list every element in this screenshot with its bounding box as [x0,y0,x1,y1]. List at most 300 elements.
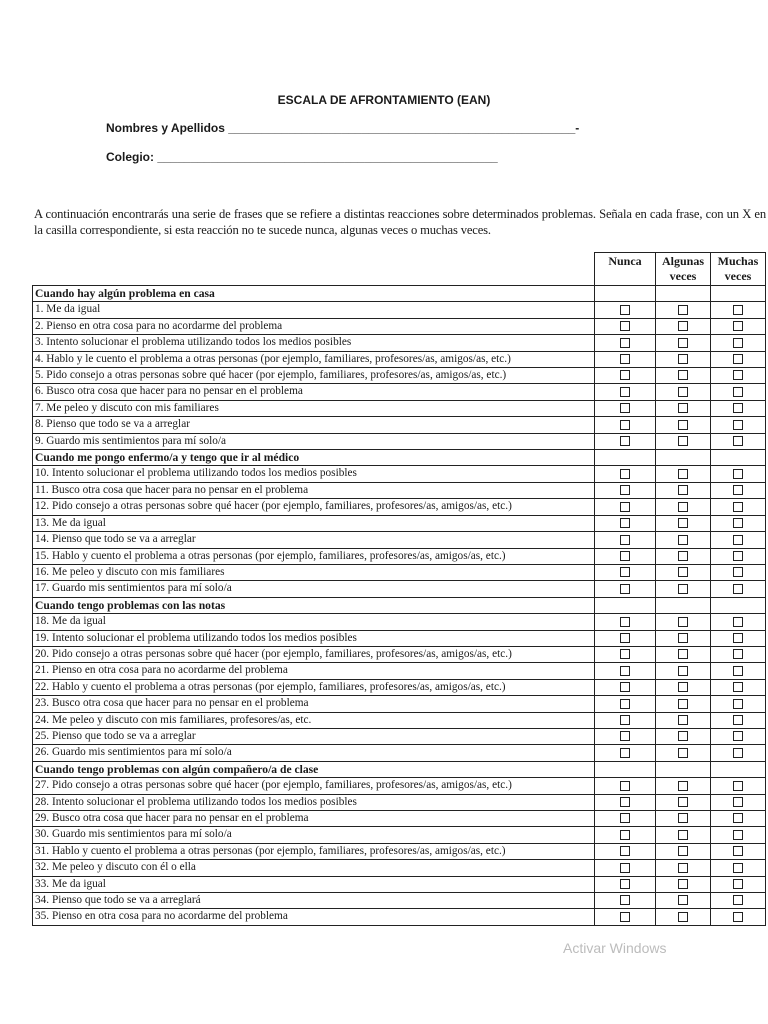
answer-cell-nunca[interactable] [595,417,656,433]
checkbox-icon[interactable] [620,895,630,905]
checkbox-icon[interactable] [678,813,688,823]
question-row [33,778,766,794]
question-text: 3. Intento solucionar el problema utilizando todos los medios posibles [33,335,595,351]
answer-cell-muchas-veces[interactable] [711,482,766,498]
checkbox-icon[interactable] [678,748,688,758]
checkbox-icon[interactable] [733,748,743,758]
question-row [33,679,766,695]
checkbox-icon[interactable] [733,617,743,627]
answer-cell-algunas-veces[interactable] [656,827,711,843]
question-row [33,728,766,744]
checkbox-icon[interactable] [733,502,743,512]
question-row [33,696,766,712]
checkbox-icon[interactable] [678,436,688,446]
question-row [33,876,766,892]
question-row [33,630,766,646]
section-title: Cuando tengo problemas con las notas [33,597,595,613]
checkbox-icon[interactable] [620,699,630,709]
checkbox-icon[interactable] [678,551,688,561]
checkbox-icon[interactable] [733,912,743,922]
checkbox-icon[interactable] [620,387,630,397]
answer-cell-algunas-veces[interactable] [656,745,711,761]
answer-cell-nunca[interactable] [595,302,656,318]
checkbox-icon[interactable] [620,748,630,758]
checkbox-icon[interactable] [620,813,630,823]
answer-cell-algunas-veces [656,450,711,466]
answer-cell-muchas-veces[interactable] [711,909,766,925]
answer-cell-muchas-veces[interactable] [711,794,766,810]
question-text: 22. Hablo y cuento el problema a otras personas (por ejemplo, familiares, profesores/as, amigos/as, etc.) [33,679,595,695]
checkbox-icon[interactable] [620,879,630,889]
question-row [33,564,766,580]
checkbox-icon[interactable] [678,846,688,856]
answer-cell-muchas-veces[interactable] [711,679,766,695]
answer-cell-algunas-veces[interactable] [656,400,711,416]
question-text: 14. Pienso que todo se va a arreglar [33,532,595,548]
answer-cell-muchas-veces[interactable] [711,811,766,827]
answer-cell-nunca [595,450,656,466]
checkbox-icon[interactable] [620,338,630,348]
answer-cell-nunca[interactable] [595,745,656,761]
checkbox-icon[interactable] [678,666,688,676]
answer-cell-nunca[interactable] [595,548,656,564]
checkbox-icon[interactable] [733,731,743,741]
answer-cell-nunca[interactable] [595,696,656,712]
checkbox-icon[interactable] [678,584,688,594]
section-title: Cuando hay algún problema en casa [33,286,595,302]
answer-cell-algunas-veces[interactable] [656,712,711,728]
question-row [33,368,766,384]
section-header-row [33,597,766,613]
checkbox-icon[interactable] [620,321,630,331]
checkbox-icon[interactable] [733,535,743,545]
answer-cell-algunas-veces[interactable] [656,466,711,482]
answer-cell-algunas-veces[interactable] [656,811,711,827]
section-header-row [33,286,766,302]
answer-cell-muchas-veces[interactable] [711,663,766,679]
checkbox-icon[interactable] [733,895,743,905]
checkbox-icon[interactable] [733,649,743,659]
checkbox-icon[interactable] [678,305,688,315]
answer-cell-algunas-veces[interactable] [656,893,711,909]
answer-cell-nunca[interactable] [595,384,656,400]
question-text: 6. Busco otra cosa que hacer para no pensar en el problema [33,384,595,400]
question-row [33,532,766,548]
checkbox-icon[interactable] [733,567,743,577]
answer-cell-algunas-veces[interactable] [656,548,711,564]
answer-cell-algunas-veces[interactable] [656,351,711,367]
question-text: 21. Pienso en otra cosa para no acordarme del problema [33,663,595,679]
answer-cell-algunas-veces[interactable] [656,794,711,810]
answer-cell-nunca[interactable] [595,663,656,679]
answer-cell-algunas-veces[interactable] [656,499,711,515]
checkbox-icon[interactable] [620,731,630,741]
checkbox-icon[interactable] [620,781,630,791]
answer-cell-muchas-veces[interactable] [711,630,766,646]
answer-cell-muchas-veces[interactable] [711,417,766,433]
question-row [33,843,766,859]
answer-cell-algunas-veces [656,597,711,613]
answer-cell-nunca[interactable] [595,433,656,449]
checkbox-icon[interactable] [620,403,630,413]
answer-cell-nunca[interactable] [595,351,656,367]
answer-cell-algunas-veces[interactable] [656,302,711,318]
question-row [33,482,766,498]
answer-cell-nunca[interactable] [595,909,656,925]
answer-cell-muchas-veces[interactable] [711,646,766,662]
checkbox-icon[interactable] [620,420,630,430]
answer-cell-nunca[interactable] [595,581,656,597]
answer-cell-algunas-veces[interactable] [656,679,711,695]
checkbox-icon[interactable] [620,535,630,545]
checkbox-icon[interactable] [620,863,630,873]
column-header-muchas-veces: Muchas veces [711,253,766,286]
question-row [33,581,766,597]
question-row [33,663,766,679]
checkbox-icon[interactable] [733,682,743,692]
answer-cell-muchas-veces[interactable] [711,876,766,892]
question-text: 30. Guardo mis sentimientos para mí solo/a [33,827,595,843]
answer-cell-muchas-veces[interactable] [711,843,766,859]
answer-cell-nunca [595,597,656,613]
question-row [33,827,766,843]
school-field[interactable]: Colegio: ___________________________________________________ [106,150,498,164]
answer-cell-nunca [595,286,656,302]
question-text: 29. Busco otra cosa que hacer para no pensar en el problema [33,811,595,827]
answer-cell-algunas-veces [656,286,711,302]
checkbox-icon[interactable] [733,354,743,364]
answer-cell-nunca[interactable] [595,466,656,482]
question-text: 31. Hablo y cuento el problema a otras personas (por ejemplo, familiares, profesores/as, amigos/as, etc.) [33,843,595,859]
checkbox-icon[interactable] [733,551,743,561]
answer-cell-muchas-veces[interactable] [711,860,766,876]
answer-cell-algunas-veces[interactable] [656,564,711,580]
answer-cell-nunca[interactable] [595,811,656,827]
question-row [33,614,766,630]
checkbox-icon[interactable] [678,912,688,922]
checkbox-icon[interactable] [678,863,688,873]
checkbox-icon[interactable] [678,518,688,528]
checkbox-icon[interactable] [733,813,743,823]
name-field[interactable]: Nombres y Apellidos ____________________________________________________- [106,121,580,135]
question-text: 20. Pido consejo a otras personas sobre qué hacer (por ejemplo, familiares, profesores/as, amigos/as, etc.) [33,646,595,662]
question-text: 12. Pido consejo a otras personas sobre qué hacer (por ejemplo, familiares, profesores/as, amigos/as, etc.) [33,499,595,515]
question-row [33,909,766,925]
section-header-row [33,450,766,466]
checkbox-icon[interactable] [733,485,743,495]
checkbox-icon[interactable] [733,830,743,840]
answer-cell-muchas-veces[interactable] [711,696,766,712]
checkbox-icon[interactable] [733,370,743,380]
answer-cell-algunas-veces[interactable] [656,860,711,876]
column-header-algunas-veces: Algunas veces [656,253,711,286]
checkbox-icon[interactable] [620,715,630,725]
checkbox-icon[interactable] [733,518,743,528]
answer-cell-algunas-veces[interactable] [656,778,711,794]
answer-cell-algunas-veces[interactable] [656,876,711,892]
answer-cell-nunca[interactable] [595,515,656,531]
answer-cell-muchas-veces[interactable] [711,335,766,351]
answer-cell-nunca[interactable] [595,400,656,416]
instructions: A continuación encontrarás una serie de frases que se refiere a distintas reacciones sobre determinados problemas. Señala en cada frase, con un X en la casilla correspondiente, si esta reacción no te sucede nunca, algunas veces o muchas veces. [34,207,766,237]
answer-cell-nunca[interactable] [595,614,656,630]
checkbox-icon[interactable] [733,403,743,413]
answer-cell-algunas-veces [656,761,711,777]
question-row [33,417,766,433]
answer-cell-nunca[interactable] [595,860,656,876]
answer-cell-muchas-veces[interactable] [711,351,766,367]
checkbox-icon[interactable] [620,502,630,512]
question-text: 25. Pienso que todo se va a arreglar [33,728,595,744]
question-row [33,860,766,876]
answer-cell-nunca[interactable] [595,876,656,892]
checkbox-icon[interactable] [620,436,630,446]
checkbox-icon[interactable] [620,584,630,594]
question-text: 17. Guardo mis sentimientos para mí solo/a [33,581,595,597]
answer-cell-nunca[interactable] [595,368,656,384]
checkbox-icon[interactable] [620,617,630,627]
answer-cell-muchas-veces[interactable] [711,581,766,597]
checkbox-icon[interactable] [678,338,688,348]
checkbox-icon[interactable] [733,420,743,430]
question-text: 5. Pido consejo a otras personas sobre qué hacer (por ejemplo, familiares, profesores/as, amigos/as, etc.) [33,368,595,384]
answer-cell-algunas-veces[interactable] [656,384,711,400]
answer-cell-nunca[interactable] [595,499,656,515]
checkbox-icon[interactable] [620,649,630,659]
answer-cell-muchas-veces[interactable] [711,893,766,909]
checkbox-icon[interactable] [620,469,630,479]
answer-cell-nunca[interactable] [595,893,656,909]
checkbox-icon[interactable] [620,846,630,856]
table-header-row [33,253,766,286]
answer-cell-algunas-veces[interactable] [656,417,711,433]
question-text: 1. Me da igual [33,302,595,318]
question-row [33,499,766,515]
question-text: 26. Guardo mis sentimientos para mí solo/a [33,745,595,761]
answer-cell-muchas-veces[interactable] [711,302,766,318]
answer-cell-muchas-veces[interactable] [711,318,766,334]
checkbox-icon[interactable] [678,682,688,692]
question-row [33,811,766,827]
section-title: Cuando tengo problemas con algún compañero/a de clase [33,761,595,777]
answer-cell-nunca[interactable] [595,564,656,580]
checkbox-icon[interactable] [678,715,688,725]
checkbox-icon[interactable] [620,666,630,676]
answer-cell-muchas-veces[interactable] [711,400,766,416]
checkbox-icon[interactable] [620,912,630,922]
checkbox-icon[interactable] [678,781,688,791]
question-text: 28. Intento solucionar el problema utilizando todos los medios posibles [33,794,595,810]
checkbox-icon[interactable] [678,830,688,840]
answer-cell-muchas-veces [711,286,766,302]
question-text: 7. Me peleo y discuto con mis familiares [33,400,595,416]
table-body [33,286,766,926]
answer-cell-algunas-veces[interactable] [656,728,711,744]
question-text: 33. Me da igual [33,876,595,892]
question-text: 19. Intento solucionar el problema utilizando todos los medios posibles [33,630,595,646]
checkbox-icon[interactable] [733,699,743,709]
checkbox-icon[interactable] [733,633,743,643]
answer-cell-muchas-veces[interactable] [711,532,766,548]
checkbox-icon[interactable] [733,321,743,331]
question-text: 27. Pido consejo a otras personas sobre qué hacer (por ejemplo, familiares, profesores/as, amigos/as, etc.) [33,778,595,794]
answer-cell-nunca[interactable] [595,318,656,334]
checkbox-icon[interactable] [678,633,688,643]
answer-cell-algunas-veces[interactable] [656,318,711,334]
question-text: 2. Pienso en otra cosa para no acordarme del problema [33,318,595,334]
checkbox-icon[interactable] [678,699,688,709]
question-row [33,712,766,728]
checkbox-icon[interactable] [620,370,630,380]
section-title: Cuando me pongo enfermo/a y tengo que ir al médico [33,450,595,466]
question-row [33,893,766,909]
checkbox-icon[interactable] [620,354,630,364]
answer-cell-muchas-veces[interactable] [711,368,766,384]
checkbox-icon[interactable] [620,485,630,495]
answer-cell-muchas-veces[interactable] [711,728,766,744]
checkbox-icon[interactable] [678,420,688,430]
answer-cell-muchas-veces[interactable] [711,614,766,630]
checkbox-icon[interactable] [733,387,743,397]
checkbox-icon[interactable] [678,387,688,397]
answer-cell-algunas-veces[interactable] [656,663,711,679]
answer-cell-nunca[interactable] [595,335,656,351]
checkbox-icon[interactable] [620,797,630,807]
answer-cell-algunas-veces[interactable] [656,843,711,859]
answer-cell-muchas-veces[interactable] [711,548,766,564]
question-text: 9. Guardo mis sentimientos para mí solo/a [33,433,595,449]
answer-cell-muchas-veces[interactable] [711,433,766,449]
column-header-nunca: Nunca [595,253,656,286]
question-text: 13. Me da igual [33,515,595,531]
checkbox-icon[interactable] [678,535,688,545]
answer-cell-algunas-veces[interactable] [656,335,711,351]
answer-cell-nunca[interactable] [595,646,656,662]
answer-cell-nunca[interactable] [595,532,656,548]
answer-cell-algunas-veces[interactable] [656,581,711,597]
checkbox-icon[interactable] [733,469,743,479]
answer-cell-nunca[interactable] [595,843,656,859]
checkbox-icon[interactable] [733,797,743,807]
answer-cell-nunca [595,761,656,777]
answer-cell-muchas-veces[interactable] [711,778,766,794]
checkbox-icon[interactable] [678,485,688,495]
answer-cell-nunca[interactable] [595,482,656,498]
question-row [33,384,766,400]
checkbox-icon[interactable] [678,895,688,905]
checkbox-icon[interactable] [620,567,630,577]
question-text: 8. Pienso que todo se va a arreglar [33,417,595,433]
answer-cell-muchas-veces [711,597,766,613]
answer-cell-algunas-veces[interactable] [656,532,711,548]
answer-cell-algunas-veces[interactable] [656,614,711,630]
question-row [33,646,766,662]
question-text: 23. Busco otra cosa que hacer para no pensar en el problema [33,696,595,712]
answer-cell-algunas-veces[interactable] [656,482,711,498]
question-row [33,515,766,531]
checkbox-icon[interactable] [678,879,688,889]
answer-cell-muchas-veces[interactable] [711,827,766,843]
checkbox-icon[interactable] [733,305,743,315]
windows-activation-watermark: Activar Windows [563,940,667,956]
checkbox-icon[interactable] [620,305,630,315]
answer-cell-muchas-veces[interactable] [711,466,766,482]
question-text: 34. Pienso que todo se va a arreglará [33,893,595,909]
answer-cell-nunca[interactable] [595,827,656,843]
answer-cell-muchas-veces[interactable] [711,712,766,728]
question-row [33,466,766,482]
answer-cell-algunas-veces[interactable] [656,515,711,531]
answer-cell-nunca[interactable] [595,712,656,728]
answer-cell-algunas-veces[interactable] [656,433,711,449]
answer-cell-muchas-veces[interactable] [711,384,766,400]
checkbox-icon[interactable] [620,633,630,643]
checkbox-icon[interactable] [678,370,688,380]
question-row [33,745,766,761]
answer-cell-muchas-veces [711,761,766,777]
checkbox-icon[interactable] [678,567,688,577]
answer-cell-algunas-veces[interactable] [656,646,711,662]
answer-cell-algunas-veces[interactable] [656,696,711,712]
answer-cell-nunca[interactable] [595,679,656,695]
answer-cell-muchas-veces[interactable] [711,564,766,580]
checkbox-icon[interactable] [678,403,688,413]
question-row [33,433,766,449]
answer-cell-muchas-veces[interactable] [711,499,766,515]
answer-cell-muchas-veces[interactable] [711,515,766,531]
checkbox-icon[interactable] [733,863,743,873]
checkbox-icon[interactable] [733,338,743,348]
checkbox-icon[interactable] [733,781,743,791]
answer-cell-muchas-veces[interactable] [711,745,766,761]
checkbox-icon[interactable] [678,469,688,479]
question-row [33,794,766,810]
answer-cell-nunca[interactable] [595,630,656,646]
question-row [33,302,766,318]
checkbox-icon[interactable] [678,797,688,807]
answer-cell-nunca[interactable] [595,778,656,794]
checkbox-icon[interactable] [678,731,688,741]
question-row [33,351,766,367]
checkbox-icon[interactable] [733,436,743,446]
checkbox-icon[interactable] [678,354,688,364]
checkbox-icon[interactable] [678,502,688,512]
question-row [33,318,766,334]
answer-cell-nunca[interactable] [595,794,656,810]
page-title: ESCALA DE AFRONTAMIENTO (EAN) [277,93,491,107]
checkbox-icon[interactable] [733,666,743,676]
checkbox-icon[interactable] [733,584,743,594]
checkbox-icon[interactable] [733,879,743,889]
checkbox-icon[interactable] [620,830,630,840]
checkbox-icon[interactable] [620,682,630,692]
checkbox-icon[interactable] [620,551,630,561]
checkbox-icon[interactable] [678,649,688,659]
answer-cell-algunas-veces[interactable] [656,368,711,384]
checkbox-icon[interactable] [678,321,688,331]
checkbox-icon[interactable] [733,715,743,725]
answer-cell-nunca[interactable] [595,728,656,744]
answer-cell-algunas-veces[interactable] [656,909,711,925]
question-text: 35. Pienso en otra cosa para no acordarme del problema [33,909,595,925]
checkbox-icon[interactable] [620,518,630,528]
checkbox-icon[interactable] [678,617,688,627]
answer-cell-algunas-veces[interactable] [656,630,711,646]
coping-scale-table [32,252,766,926]
checkbox-icon[interactable] [733,846,743,856]
question-text: 4. Hablo y le cuento el problema a otras personas (por ejemplo, familiares, profesores/as, amigos/as, etc.) [33,351,595,367]
question-row [33,548,766,564]
